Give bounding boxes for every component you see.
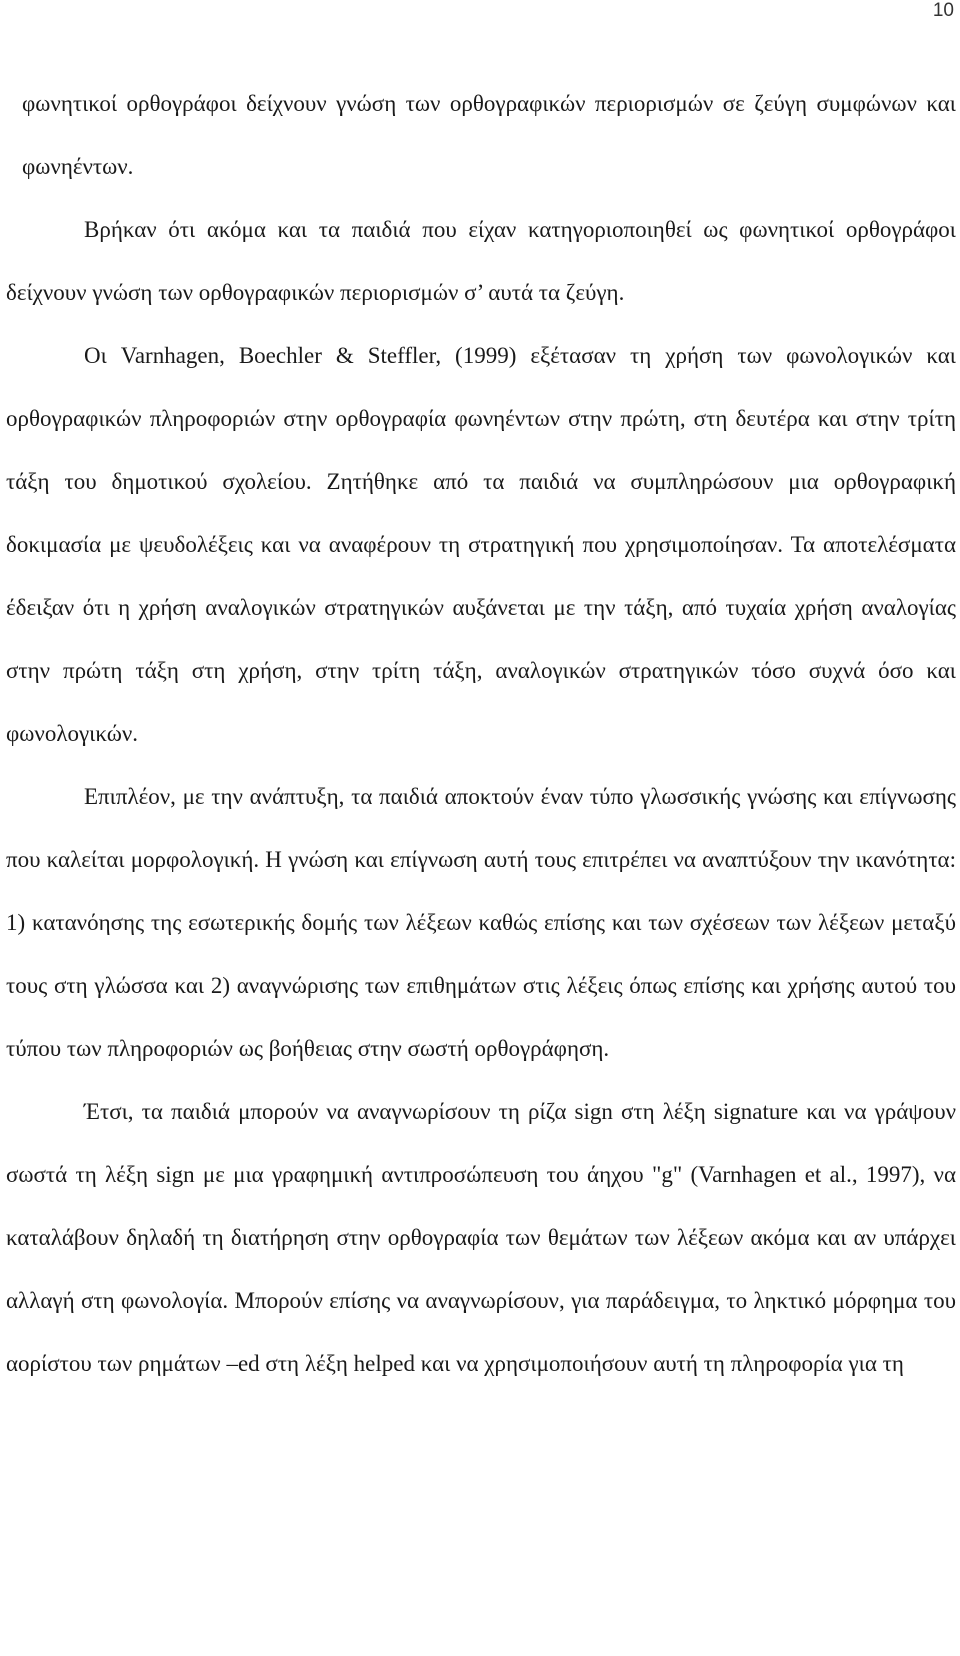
paragraph: Έτσι, τα παιδιά μπορούν να αναγνωρίσουν τη ρίζα sign στη λέξη signature και να γράψουν σωστά τη λέξη sign με μια γραφημική αντιπροσώπευση του άηχου "g" (Varnhagen et al., 1997), να καταλάβουν δηλαδή τη διατήρηση στην ορθογραφία των θεμάτων των λέξεων ακόμα και αν υπάρχει αλλαγή στη φωνολογία. Μπορούν επίσης να αναγνωρίσουν, για παράδειγμα, το ληκτικό μόρφημα του αορίστου των ρημάτων –ed στη λέξη helped και να χρησιμοποιήσουν αυτή τη πληροφορία για τη — [6, 1099, 956, 1376]
page-number: 10 — [932, 0, 954, 21]
paragraph: Βρήκαν ότι ακόμα και τα παιδιά που είχαν κατηγοριοποιηθεί ως φωνητικοί ορθογράφοι δείχνουν γνώση των ορθογραφικών περιορισμών σ’ αυτά τα ζεύγη. — [6, 217, 956, 305]
paragraph-continuation: φωνητικοί ορθογράφοι δείχνουν γνώση των ορθογραφικών περιορισμών σε ζεύγη συμφώνων και φωνηέντων. — [22, 91, 956, 179]
paragraph: Επιπλέον, με την ανάπτυξη, τα παιδιά αποκτούν έναν τύπο γλωσσικής γνώσης και επίγνωσης που καλείται μορφολογική. Η γνώση και επίγνωση αυτή τους επιτρέπει να αναπτύξουν την ικανότητα: 1) κατανόησης της εσωτερικής δομής των λέξεων καθώς επίσης και των σχέσεων των λέξεων μεταξύ τους στη γλώσσα και 2) αναγνώρισης των επιθημάτων στις λέξεις όπως επίσης και χρήσης αυτού του τύπου των πληροφοριών ως βοήθειας στην σωστή ορθογράφηση. — [6, 784, 956, 1061]
document-body — [6, 72, 956, 1395]
paragraph: Οι Varnhagen, Boechler & Steffler, (1999) εξέτασαν τη χρήση των φωνολογικών και ορθογραφικών πληροφοριών στην ορθογραφία φωνηέντων στην πρώτη, στη δευτέρα και στην τρίτη τάξη του δημοτικού σχολείου. Ζητήθηκε από τα παιδιά να συμπληρώσουν μια ορθογραφική δοκιμασία με ψευδολέξεις και να αναφέρουν τη στρατηγική που χρησιμοποίησαν. Τα αποτελέσματα έδειξαν ότι η χρήση αναλογικών στρατηγικών αυξάνεται με την τάξη, από τυχαία χρήση αναλογίας στην πρώτη τάξη στη χρήση, στην τρίτη τάξη, αναλογικών στρατηγικών τόσο συχνά όσο και φωνολογικών. — [6, 343, 956, 746]
